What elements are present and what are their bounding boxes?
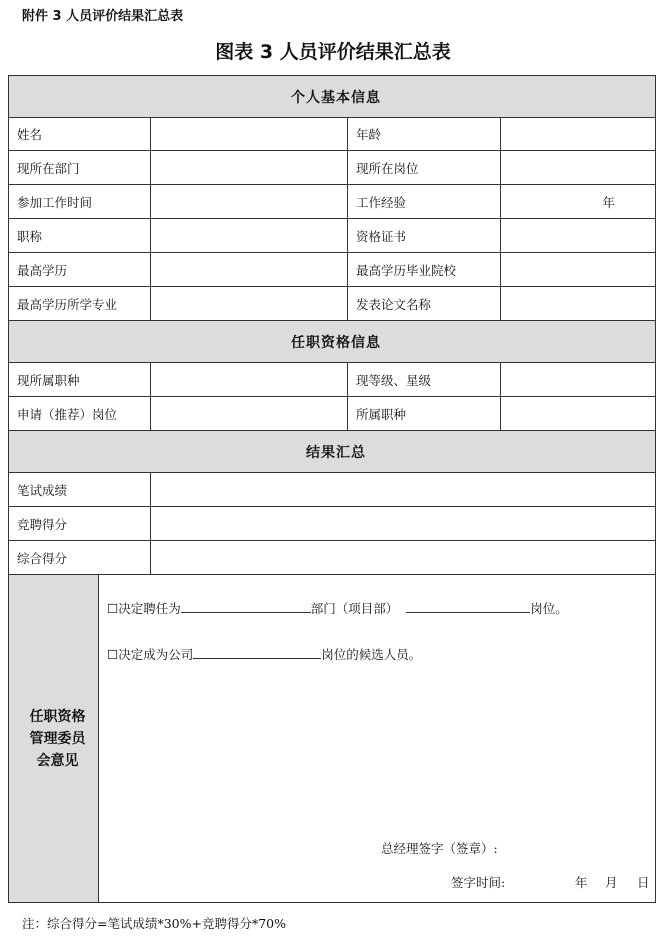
- option-candidate[interactable]: [107, 645, 421, 663]
- opinion-area[interactable]: [99, 575, 656, 903]
- opinion-label-line1: 任职资格: [29, 708, 86, 725]
- sign-month: 月: [605, 875, 618, 890]
- current-grade-label: 现等级、星级: [348, 363, 501, 397]
- work-experience-label: 工作经验: [348, 185, 501, 219]
- opinion-label: [9, 575, 99, 903]
- opinion-label-line3: 会意见: [36, 752, 79, 769]
- highest-degree-value[interactable]: [151, 253, 348, 287]
- sign-time-label: 签字时间:: [451, 875, 506, 890]
- page-title: 图表 3 人员评价结果汇总表: [215, 41, 451, 63]
- current-dept-value[interactable]: [151, 151, 348, 185]
- current-grade-value[interactable]: [501, 363, 656, 397]
- footnote: 注：综合得分=笔试成绩*30%+竞聘得分*70%: [22, 916, 287, 931]
- option-candidate-prefix: ☐决定成为公司: [107, 647, 194, 662]
- option-appoint[interactable]: [107, 599, 568, 617]
- papers-value[interactable]: [501, 287, 656, 321]
- section-result-summary: 结果汇总: [9, 431, 656, 473]
- job-type-label: 所属职种: [348, 397, 501, 431]
- current-dept-label: 现所在部门: [9, 151, 151, 185]
- attachment-label: 附件 3 人员评价结果汇总表: [22, 9, 184, 24]
- highest-major-label: 最高学历所学专业: [9, 287, 151, 321]
- age-label: 年龄: [348, 118, 501, 151]
- sign-year: 年: [575, 875, 588, 890]
- written-value[interactable]: [151, 473, 656, 507]
- evaluation-form: [8, 75, 656, 903]
- gm-signature-label: 总经理签字（签章）:: [381, 841, 498, 856]
- composite-value[interactable]: [151, 541, 656, 575]
- certificate-label: 资格证书: [348, 219, 501, 253]
- papers-label: 发表论文名称: [348, 287, 501, 321]
- name-label: 姓名: [9, 118, 151, 151]
- candidate-post-blank[interactable]: [193, 645, 321, 659]
- composite-label: 综合得分: [9, 541, 151, 575]
- option-appoint-mid: 部门（项目部）: [310, 601, 399, 616]
- work-start-label: 参加工作时间: [9, 185, 151, 219]
- written-label: 笔试成绩: [9, 473, 151, 507]
- highest-school-label: 最高学历毕业院校: [348, 253, 501, 287]
- sign-day: 日: [637, 875, 650, 890]
- opinion-label-line2: 管理委员: [29, 730, 86, 747]
- highest-school-value[interactable]: [501, 253, 656, 287]
- option-appoint-suffix: 岗位。: [530, 601, 568, 616]
- work-start-value[interactable]: [151, 185, 348, 219]
- option-candidate-suffix: 岗位的候选人员。: [321, 647, 422, 662]
- section-basic-info: 个人基本信息: [9, 76, 656, 118]
- job-type-value[interactable]: [501, 397, 656, 431]
- post-blank[interactable]: [406, 599, 530, 613]
- competition-label: 竞聘得分: [9, 507, 151, 541]
- highest-degree-label: 最高学历: [9, 253, 151, 287]
- current-post-value[interactable]: [501, 151, 656, 185]
- competition-value[interactable]: [151, 507, 656, 541]
- option-appoint-prefix: ☐决定聘任为: [107, 601, 181, 616]
- name-value[interactable]: [151, 118, 348, 151]
- current-post-label: 现所在岗位: [348, 151, 501, 185]
- current-job-type-value[interactable]: [151, 363, 348, 397]
- current-job-type-label: 现所属职种: [9, 363, 151, 397]
- applied-post-value[interactable]: [151, 397, 348, 431]
- title-value[interactable]: [151, 219, 348, 253]
- age-value[interactable]: [501, 118, 656, 151]
- highest-major-value[interactable]: [151, 287, 348, 321]
- certificate-value[interactable]: [501, 219, 656, 253]
- applied-post-label: 申请（推荐）岗位: [9, 397, 151, 431]
- title-label: 职称: [9, 219, 151, 253]
- dept-blank[interactable]: [181, 599, 311, 613]
- work-experience-value[interactable]: 年: [501, 185, 656, 219]
- section-qualification-info: 任职资格信息: [9, 321, 656, 363]
